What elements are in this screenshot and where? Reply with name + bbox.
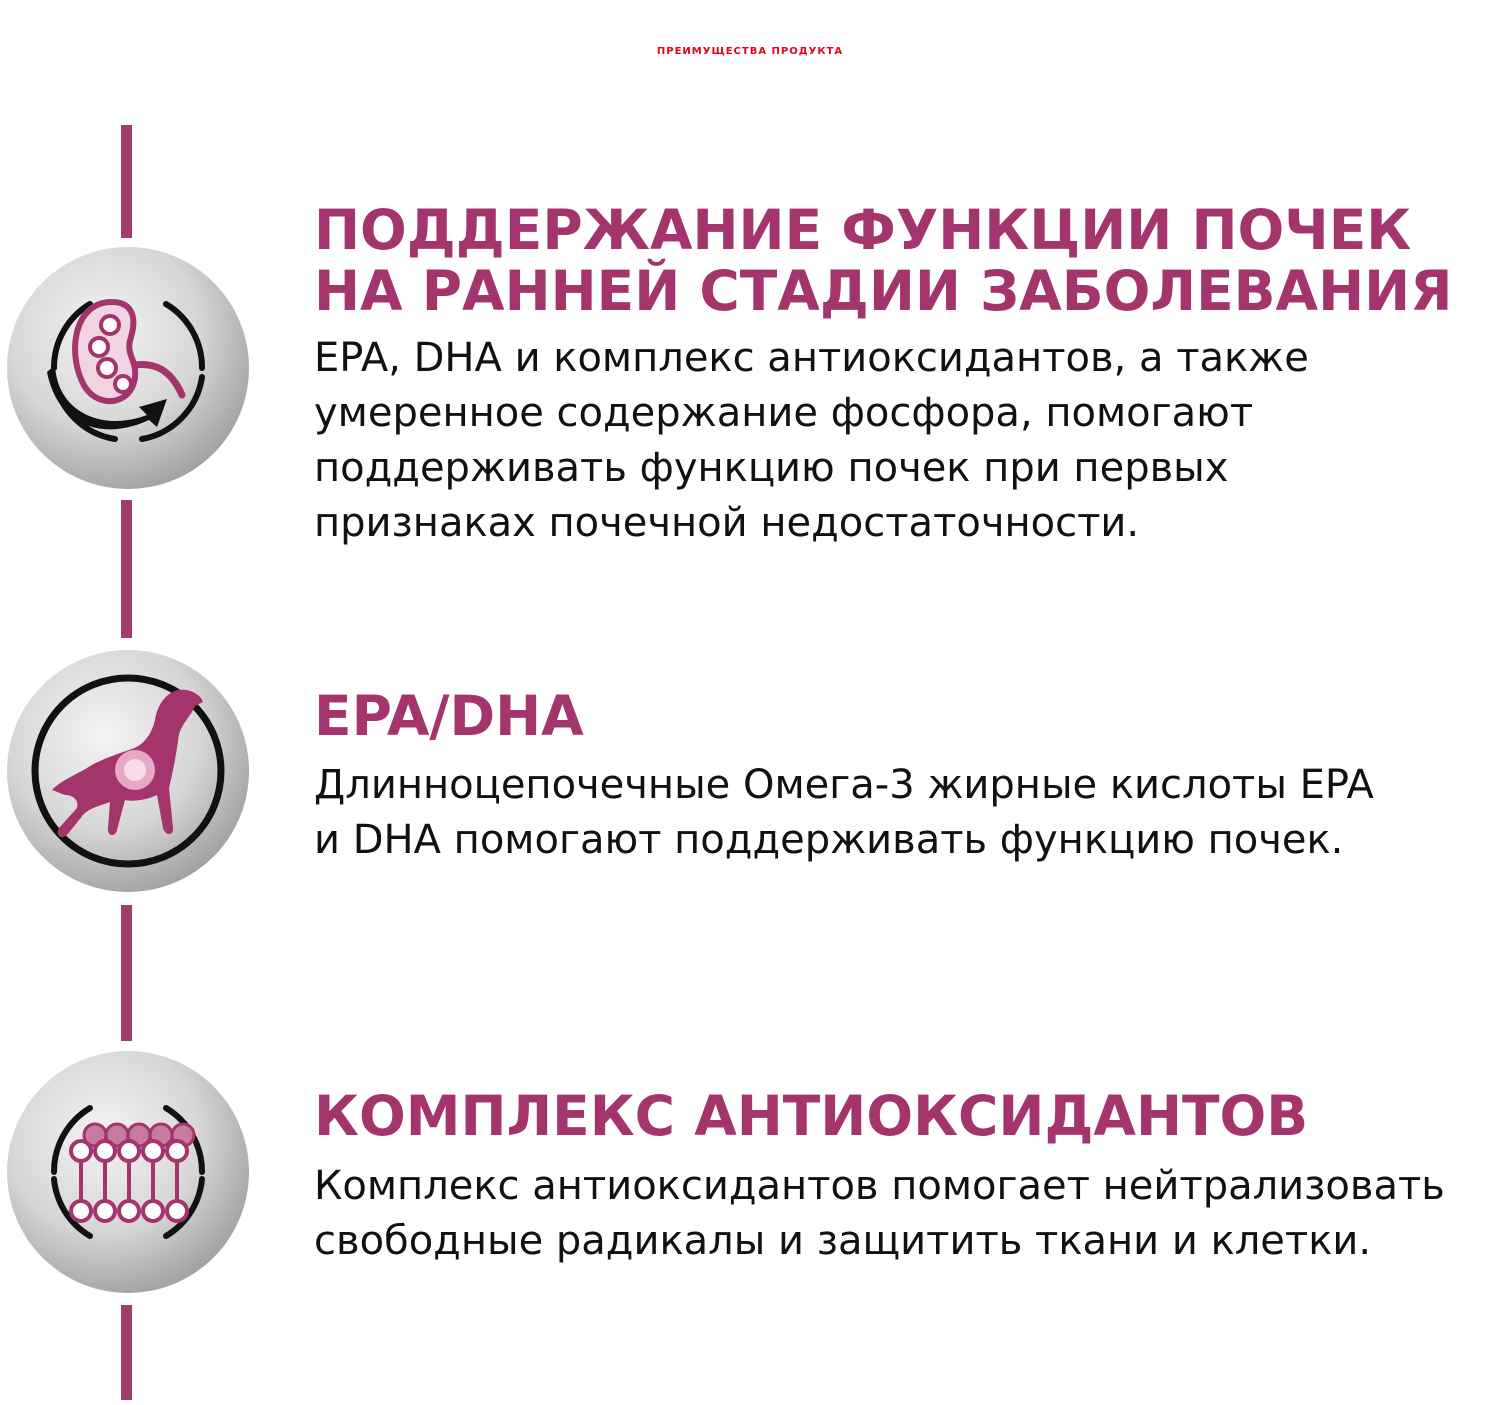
feature-description: EPA, DHA и комплекс антиоксидантов, а также умеренное содержание фосфора, помогают поддерживать функцию почек при первых признаках почечной недостаточности. (314, 335, 1309, 546)
feature-title: ПОДДЕРЖАНИЕ ФУНКЦИИ ПОЧЕК НА РАННЕЙ СТАДИИ ЗАБОЛЕВАНИЯ (314, 198, 1453, 323)
feature-description: Комплекс антиоксидантов помогает нейтрализовать свободные радикалы и защитить ткани и клетки. (314, 1163, 1445, 1264)
feature-title: EPA/DHA (314, 684, 584, 748)
timeline-line (121, 905, 132, 1041)
cell-membrane-icon (7, 1051, 249, 1293)
page-title: ПРЕИМУЩЕСТВА ПРОДУКТА (656, 46, 844, 57)
timeline-line (121, 1305, 132, 1400)
feature-badge-dog (7, 650, 249, 892)
timeline-line (121, 125, 132, 238)
feature-title: КОМПЛЕКС АНТИОКСИДАНТОВ (314, 1084, 1309, 1148)
timeline-line (121, 500, 132, 638)
feature-description: Длинноцепочечные Омега-3 жирные кислоты EPA и DHA помогают поддерживать функцию почек. (314, 762, 1374, 863)
feature-badge-membrane (7, 1051, 249, 1293)
kidney-icon (7, 247, 249, 489)
feature-badge-kidney (7, 247, 249, 489)
dog-icon (7, 650, 249, 892)
